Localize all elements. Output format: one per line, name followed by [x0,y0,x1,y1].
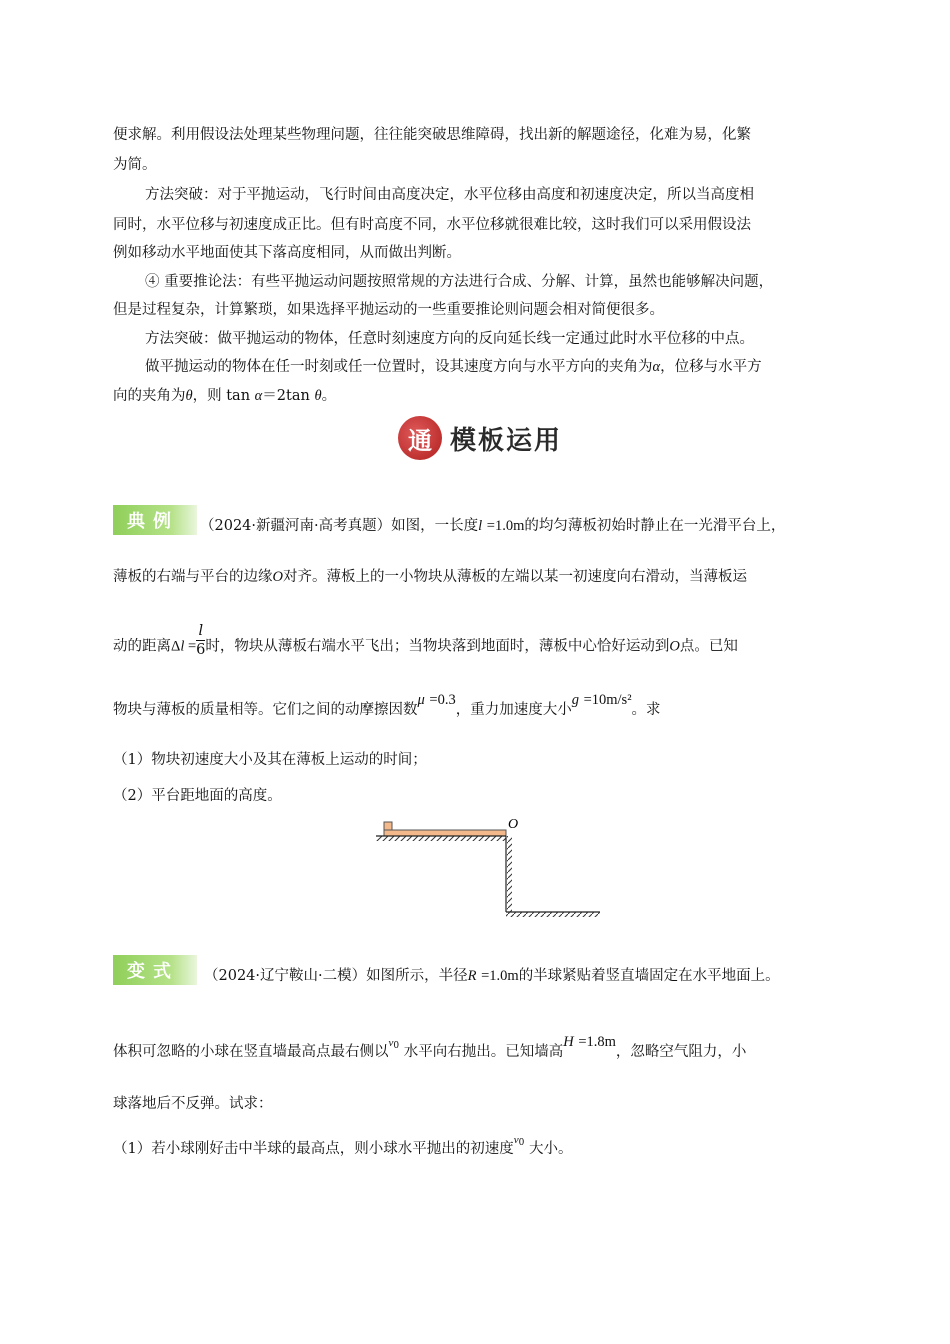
text: 水平向右抛出。已知墙高 [403,1044,564,1060]
fraction [196,622,205,659]
math-value: =1.8m [578,1034,616,1050]
paragraph-line: 例如移动水平地面使其下落高度相同，从而做出判断。 [113,245,461,261]
text: ，重力加速度大小 [455,702,572,718]
math-symbol: O [272,569,283,585]
thin-board [384,830,506,836]
math-symbol: H [563,1034,574,1050]
text: 。 [321,388,337,404]
math-value: =1.0m [486,518,525,534]
text: ＝2tan [262,388,310,404]
fraction-numerator: l [196,622,205,641]
alpha-symbol: α [652,359,661,375]
text: 物块与薄板的质量相等。它们之间的动摩擦因数 [113,702,418,718]
paragraph-line: 球落地后不反弹。试求： [113,1096,273,1112]
math-value: =1.0m [481,968,519,984]
text: 动的距离 [113,638,171,655]
ground-hatch [506,912,600,917]
paragraph-line: 同时，水平位移与初速度成正比。但有时高度不同，水平位移就很难比较，这时我们可以采用假设法 [113,217,751,233]
text: 薄板的右端与平台的边缘 [113,569,273,585]
paragraph-line: 方法突破：对于平抛运动，飞行时间由高度决定，水平位移由高度和初速度决定，所以当高度相 [145,187,754,203]
text: （1）若小球刚好击中半球的最高点，则小球水平抛出的初速度 [113,1141,514,1157]
text: 点。已知 [679,638,738,655]
banner-title: 模板运用 [450,426,563,456]
fraction-denominator: 6 [196,642,206,658]
paragraph-line: 但是过程复杂，计算繁琐，如果选择平抛运动的一些重要推论则问题会相对简便很多。 [113,302,664,318]
text: （2024·辽宁鞍山·二模）如图所示，半径 [204,968,468,984]
text: 对齐。薄板上的一小物块从薄板的左端以某一初速度向右滑动，当薄板运 [282,569,747,585]
math-symbol: μ [417,692,425,708]
seal-icon: 通 [398,416,442,460]
paragraph-line: 为简。 [113,157,157,173]
paragraph-line [145,357,762,377]
paragraph-line [113,1034,747,1066]
paragraph-line [113,692,661,720]
alpha-symbol: α [254,388,263,404]
text: 时，物块从薄板右端水平飞出；当物块落到地面时，薄板中心恰好运动到 [205,638,670,655]
text: （2024·新疆河南·高考真题）如图，一长度 [200,518,479,534]
wall-hatch [507,836,512,912]
math-symbol: l [180,638,185,655]
text: 。求 [631,702,661,718]
math-value: =10m/s² [583,692,632,708]
math-symbol: l [478,518,483,534]
platform-hatch [376,836,506,841]
variant-tag: 变式 [113,955,197,985]
math-subscript: 0 [518,1138,525,1148]
text: 向的夹角为 [113,388,186,404]
text: ，则 tan [192,388,251,404]
paragraph-line [113,386,336,406]
text: ，位移与水平方 [660,359,762,375]
paragraph-line [200,516,785,536]
section-banner [398,414,588,464]
text: 的半球紧贴着竖直墙固定在水平地面上。 [518,968,780,984]
math-symbol: v [388,1037,394,1049]
text: ，忽略空气阻力，小 [615,1044,747,1060]
theta-symbol: θ [185,388,193,404]
math-symbol: = [184,638,197,655]
text: 大小。 [528,1141,573,1157]
text: 的均匀薄板初始时静止在一光滑平台上， [524,518,786,534]
math-symbol: R [467,968,477,984]
math-subscript: 0 [393,1041,400,1051]
question-1 [113,1134,573,1163]
math-symbol: g [571,692,579,708]
math-symbol: Δ [171,638,181,655]
text: 体积可忽略的小球在竖直墙最高点最右侧以 [113,1044,389,1060]
paragraph-line: 便求解。利用假设法处理某些物理问题，往往能突破思维障碍，找出新的解题途径，化难为易，化繁 [113,127,751,143]
point-o-label: O [508,817,519,832]
paragraph-line: ④ 重要推论法：有些平抛运动问题按照常规的方法进行合成、分解、计算，虽然也能够解决问题， [145,274,774,290]
paragraph-line: 方法突破：做平抛运动的物体，任意时刻速度方向的反向延长线一定通过此时水平位移的中点。 [145,331,754,347]
platform-figure [370,812,610,922]
paragraph-line [113,623,738,665]
paragraph-line [113,567,747,587]
question-2: （2）平台距地面的高度。 [113,788,282,804]
text: 做平抛运动的物体在任一时刻或任一位置时，设其速度方向与水平方向的夹角为 [145,359,653,375]
math-value: =0.3 [429,692,456,708]
math-symbol: v [513,1134,519,1146]
paragraph-line [204,966,780,986]
math-symbol: O [669,638,680,655]
question-1: （1）物块初速度大小及其在薄板上运动的时间； [113,752,427,768]
example-tag: 典例 [113,505,197,535]
theta-symbol: θ [314,388,322,404]
